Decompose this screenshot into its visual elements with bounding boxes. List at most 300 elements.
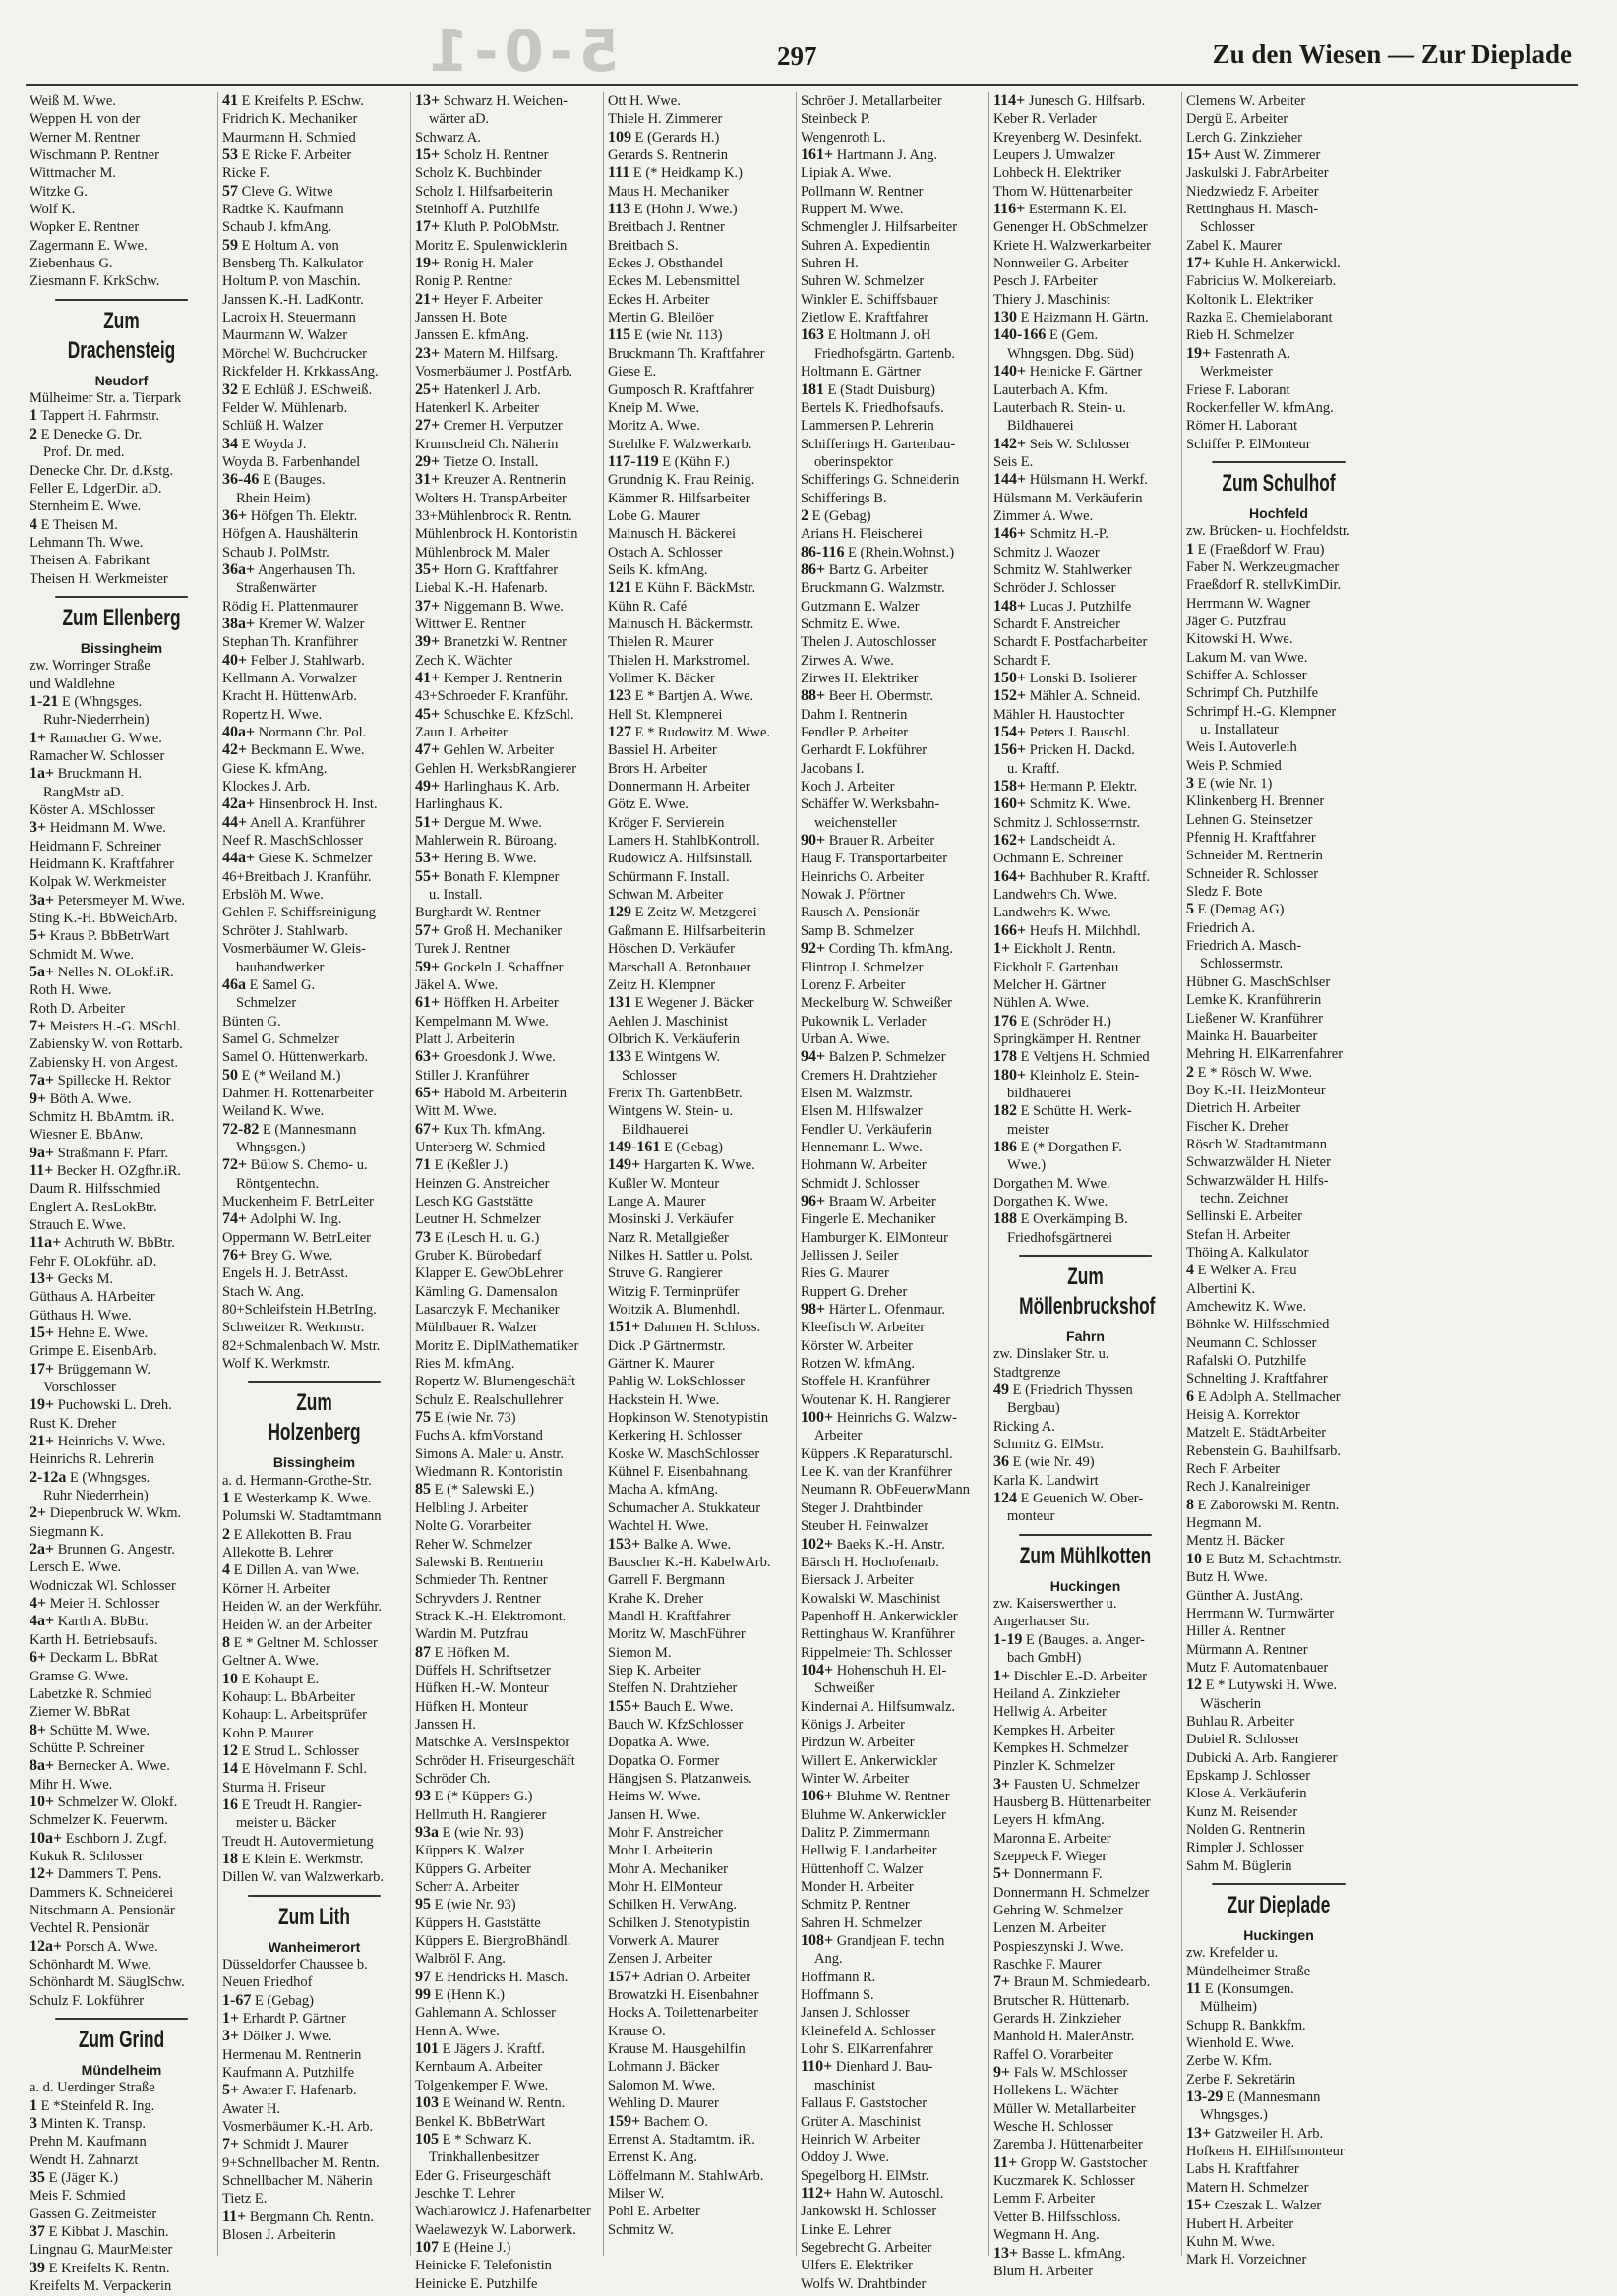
house-number: 36a+ [222,560,256,578]
house-number: 182 [993,1102,1017,1120]
directory-entry: Körner H. Arbeiter [222,1580,330,1597]
directory-entry: 4+ Meier H. Schlosser [30,1595,160,1613]
house-number: 117-119 [608,452,659,470]
house-number: 4a+ [30,1613,55,1630]
house-number: 88+ [801,687,826,705]
directory-entry: Elsen M. Walzmstr. [801,1085,913,1101]
directory-entry: Schmelzer K. Feuerwm. [30,1812,168,1829]
directory-entry: Hübner G. MaschSchlser [1186,973,1331,990]
directory-entry: Matzelt E. StädtArbeiter [1186,1425,1327,1442]
directory-entry: Rödig H. Plattenmaurer [222,598,359,615]
house-number: 150+ [993,670,1027,686]
directory-entry: Razka E. Chemielaborant [1186,310,1333,326]
directory-entry: Rockenfeller W. kfmAng. [1186,399,1334,416]
directory-entry: Schardt F. [993,652,1051,669]
directory-entry: 129 E Zeitz W. Metzgerei [608,904,757,921]
directory-entry: Wardin M. Putzfrau [415,1626,529,1643]
directory-entry: 2 E * Rösch W. Wwe. [1186,1063,1313,1081]
directory-entry: 178 E Veltjens H. Schmied [993,1048,1150,1066]
directory-entry: 96+ Braam W. Arbeiter [801,1192,936,1209]
directory-entry: Jansen H. Wwe. [608,1806,700,1823]
house-number: 130 [993,309,1017,326]
directory-entry: 39+ Branetzki W. Rentner [415,633,567,651]
directory-entry: Niedzwiedz F. Arbeiter [1186,183,1319,200]
directory-entry: Lemke K. Kranführerin [1186,992,1322,1009]
directory-entry: Hausberg B. Hüttenarbeiter [993,1794,1151,1810]
directory-entry: 42+ Beckmann E. Wwe. [222,741,365,759]
directory-entry: 3+ Heidmann M. Wwe. [30,819,166,837]
house-number: 8+ [30,1721,47,1738]
house-number: 176 [993,1012,1017,1030]
directory-entry: Heidmann F. Schreiner [30,838,161,854]
directory-entry: Zerbe W. Kfm. [1186,2053,1272,2070]
directory-entry: 47+ Gehlen W. Arbeiter [415,741,555,759]
directory-entry: 1a+ Bruckmann H. [30,765,143,783]
entry-continuation: maschinist [814,2077,876,2093]
directory-entry: Wolters H. TranspArbeiter [415,490,567,506]
directory-entry: 40+ Felber J. Stahlwarb. [222,651,365,669]
directory-entry: Mohr I. Arbeiterin [608,1843,713,1859]
house-number: 11 [1186,1980,1202,1998]
directory-entry: 71 E (Keßler J.) [415,1156,509,1174]
house-number: 115 [608,326,631,344]
directory-entry: Küppers G. Arbeiter [415,1860,531,1877]
directory-entry: Herrmann W. Wagner [1186,595,1311,612]
directory-entry: Jäger G. Putzfrau [1186,613,1287,629]
house-number: 7+ [30,1018,47,1035]
directory-entry: Hellmuth H. Rangierer [415,1806,547,1823]
directory-entry: Frerix Th. GartenbBetr. [608,1085,743,1101]
directory-entry: 148+ Lucas J. Putzhilfe [993,597,1132,615]
house-number: 151+ [608,1319,641,1336]
directory-entry: Schryvders J. Rentner [415,1590,541,1607]
directory-entry: Fabricius W. Molkereiarb. [1186,273,1337,290]
directory-entry: Schrimpf H.-G. Klempner [1186,703,1337,720]
directory-entry: Steuber H. Feinwalzer [801,1518,929,1535]
directory-entry: 107 E (Heine J.) [415,2238,511,2256]
directory-entry: 67+ Kux Th. kfmAng. [415,1120,546,1138]
district-name: Fahrn [1066,1328,1105,1344]
directory-entry: Lammersen P. Lehrerin [801,418,934,435]
directory-entry: Gramse G. Wwe. [30,1668,129,1684]
directory-entry: a. d. Hermann-Grothe-Str. [222,1472,372,1489]
directory-entry: Ott H. Wwe. [608,93,681,109]
directory-entry: Kohaupt L. Arbeitsprüfer [222,1707,367,1724]
directory-entry: 21+ Heyer F. Arbeiter [415,290,543,308]
directory-entry: Lauterbach A. Kfm. [993,382,1108,398]
house-number: 10+ [30,1793,55,1810]
directory-entry: Radtke K. Kaufmann [222,202,344,218]
directory-entry: Kracht H. HüttenwArb. [222,688,357,705]
directory-entry: Schifferings H. Gartenbau- [801,436,956,452]
directory-entry: Wopker E. Rentner [30,219,140,236]
directory-entry: Ries G. Maurer [801,1266,889,1282]
directory-entry: Pahlig W. LokSchlosser [608,1374,745,1390]
directory-entry: Lipiak A. Wwe. [801,165,892,182]
directory-entry: 156+ Pricken H. Dackd. [993,741,1135,759]
directory-entry: Zaun J. Arbeiter [415,725,508,741]
directory-entry: Theisen H. Werkmeister [30,570,168,587]
directory-entry: Thom W. Hüttenarbeiter [993,183,1133,200]
house-number: 140+ [993,363,1027,381]
directory-entry: Dopatka A. Wwe. [608,1735,710,1751]
house-number: 94+ [801,1048,826,1066]
directory-entry: Schnelting J. Kraftfahrer [1186,1371,1328,1387]
house-number: 4 [1186,1262,1194,1279]
street-heading: Zum Grind [55,2018,188,2055]
directory-entry: Lehnen G. Steinsetzer [1186,811,1313,828]
house-number: 97 [415,1968,431,1985]
directory-entry: Rafalski O. Putzhilfe [1186,1353,1307,1370]
directory-entry: 85 E (* Salewski E.) [415,1481,535,1499]
house-number: 10a+ [30,1829,63,1847]
directory-entry: Holtum P. von Maschin. [222,273,361,290]
house-number: 92+ [801,940,826,958]
directory-entry: Kunz M. Reisender [1186,1803,1298,1820]
directory-entry: Hocks A. Toilettenarbeiter [608,2005,758,2022]
entry-continuation: RangMstr aD. [43,784,125,800]
directory-entry: Janssen E. kfmAng. [415,327,529,344]
directory-entry: Geltner A. Wwe. [222,1653,319,1670]
directory-entry: Kerkering H. Schlosser [608,1428,742,1444]
directory-entry: Meckelburg W. Schweißer [801,995,952,1012]
directory-entry: Ricke F. [222,165,270,182]
directory-entry: Lakum M. van Wwe. [1186,649,1308,666]
directory-entry: Schiffer A. Schlosser [1186,667,1307,683]
directory-entry: Treudt H. Autovermietung [222,1833,374,1850]
directory-entry: 180+ Kleinholz E. Stein- [993,1066,1140,1084]
directory-entry: Samel G. Schmelzer [222,1030,339,1047]
directory-entry: Winter W. Arbeiter [801,1770,910,1787]
directory-entry: zw. Dinslaker Str. u. [993,1346,1109,1363]
house-number: 55+ [415,867,441,885]
directory-entry: Arians H. Fleischerei [801,526,923,543]
directory-entry: Lange A. Maurer [608,1193,706,1209]
directory-entry: Schumacher A. Stukkateur [608,1500,761,1516]
directory-entry: Küppers H. Gaststätte [415,1914,541,1931]
directory-entry: Rausch A. Pensionär [801,905,920,921]
house-number: 6+ [30,1649,47,1667]
directory-entry: Macha A. kfmAng. [608,1482,718,1499]
directory-entry: Schönhardt M. Wwe. [30,1957,151,1972]
directory-entry: Ramacher W. Schlosser [30,747,165,764]
directory-entry: Kempkes H. Schmelzer [993,1739,1129,1756]
directory-entry: Klapper E. GewObLehrer [415,1266,564,1282]
directory-entry: Pollmann W. Rentner [801,183,924,200]
directory-entry: Eckes M. Lebensmittel [608,273,741,290]
directory-entry: Elsen M. Hilfswalzer [801,1103,923,1120]
directory-entry: 5+ Kraus P. BbBetrWart [30,927,170,945]
house-number: 152+ [993,687,1027,705]
directory-entry: Witt M. Wwe. [415,1103,497,1120]
house-number: 12a+ [30,1937,63,1955]
directory-entry: 1+ Eickholt J. Rentn. [993,940,1116,958]
directory-entry: 87 E Höfken M. [415,1643,509,1661]
directory-entry: Kitowski H. Wwe. [1186,631,1293,648]
directory-entry: 97 E Hendricks H. Masch. [415,1968,569,1985]
directory-entry: 2 E Denecke G. Dr. [30,425,143,442]
directory-entry: 13-29 E (Mannesmann [1186,2089,1321,2106]
directory-entry: Bruckmann G. Walzmstr. [801,580,945,597]
house-number: 1 [30,2096,37,2114]
directory-entry: Janssen K.-H. LadKontr. [222,291,364,308]
directory-entry: 130 E Haizmann H. Gärtn. [993,309,1149,326]
house-number: 146+ [993,525,1027,543]
house-number: 166+ [993,921,1027,939]
directory-entry: Hoffmann S. [801,1987,874,2004]
directory-entry: Mainusch H. Bäckerei [608,526,737,543]
directory-entry: 7+ Meisters H.-G. MSchl. [30,1018,181,1035]
directory-entry: Stoffele H. Kranführer [801,1374,930,1390]
directory-entry: Fendler U. Verkäuferin [801,1121,932,1138]
house-number: 13+ [415,92,441,109]
directory-entry: Errenst A. Stadtamtm. iR. [608,2131,755,2148]
house-number: 19+ [415,255,441,272]
directory-entry: Mosinski J. Verkäufer [608,1211,734,1228]
house-number: 7a+ [30,1072,55,1089]
directory-entry: 2-12a E (Whngsges. [30,1468,150,1486]
directory-entry: Lacroix H. Steuermann [222,310,356,326]
directory-entry: 5+ Donnermann F. [993,1865,1103,1883]
directory-entry: Schröer J. Metallarbeiter [801,93,942,109]
directory-entry: 2 E Allekotten B. Frau [222,1525,352,1543]
directory-entry: 15+ Aust W. Zimmerer [1186,147,1321,164]
house-number: 21+ [415,290,441,308]
entry-continuation: Röntgentechn. [236,1175,320,1192]
house-number: 2 [801,506,808,524]
house-number: 180+ [993,1066,1027,1084]
directory-entry: Rust K. Dreher [30,1415,117,1432]
house-number: 11+ [993,2153,1018,2171]
house-number: 181 [801,381,824,398]
house-number: 142+ [993,435,1027,452]
directory-entry: 74+ Adolphi W. Ing. [222,1210,342,1228]
directory-entry: Erbslöh M. Wwe. [222,887,324,904]
directory-entry: Rösch W. Stadtamtmann [1186,1136,1327,1152]
directory-entry: Kämling G. Damensalon [415,1283,558,1300]
directory-entry: Schmengler J. Hilfsarbeiter [801,219,958,236]
entry-continuation: meister [1007,1121,1049,1138]
directory-entry: Clemens W. Arbeiter [1186,93,1306,109]
directory-entry: 3a+ Petersmeyer M. Wwe. [30,891,186,909]
directory-entry: Bärsch H. Hochofenarb. [801,1554,939,1570]
house-number: 102+ [801,1535,834,1553]
directory-entry: Englert A. ResLokBtr. [30,1199,157,1215]
house-number: 85 [415,1481,431,1499]
directory-entry: Mörchel W. Buchdrucker [222,345,367,362]
directory-entry: Heinrich W. Arbeiter [801,2131,921,2148]
street-heading: Zum Schulhof [1212,461,1345,499]
directory-entry: Suhren W. Schmelzer [801,273,925,290]
directory-entry: Weiland K. Wwe. [222,1103,325,1120]
house-number: 4 [30,515,37,533]
directory-entry: Milser W. [608,2185,665,2202]
house-number: 4+ [30,1595,47,1613]
entry-continuation: Whngsgen. Dbg. Süd) [1007,345,1134,362]
directory-entry: Woitzik A. Blumenhdl. [608,1302,741,1319]
directory-entry: Feller E. LdgerDir. aD. [30,480,162,497]
directory-entry: Schaub J. PolMstr. [222,544,329,560]
directory-entry: Heims W. Wwe. [608,1789,701,1805]
directory-entry: 63+ Groesdonk J. Wwe. [415,1048,556,1066]
house-number: 41 [222,92,238,109]
directory-entry: Linke E. Lehrer [801,2221,892,2238]
house-number: 1a+ [30,765,55,783]
directory-entry: Zagermann E. Wwe. [30,237,148,254]
directory-entry: Rebenstein G. Bauhilfsarb. [1186,1442,1342,1459]
house-number: 1 [1186,540,1194,558]
directory-entry: Schröder J. Schlosser [993,580,1116,597]
directory-entry: Wehling D. Maurer [608,2095,719,2112]
house-number: 178 [993,1048,1017,1066]
house-number: 40a+ [222,724,256,741]
directory-entry: Kreyenberg W. Desinfekt. [993,129,1143,146]
house-number: 1 [222,1490,230,1507]
directory-entry: Eickholt F. Gartenbau [993,959,1119,975]
directory-entry: Siegmann K. [30,1523,104,1540]
house-number: 149-161 [608,1138,661,1155]
directory-entry: Harlinghaus K. [415,796,503,813]
directory-entry: Bruckmann Th. Kraftfahrer [608,345,765,362]
directory-entry: Lohr S. ElKarrenfahrer [801,2041,933,2058]
directory-entry: Sledz F. Bote [1186,884,1263,901]
directory-entry: Kaufmann A. Putzhilfe [222,2065,355,2082]
directory-entry: Schmitz J. Schlosserrnstr. [993,814,1141,831]
directory-entry: Narz R. Metallgießer [608,1229,729,1246]
house-number: 51+ [415,813,441,831]
directory-entry: Mandl H. Kraftfahrer [608,1608,731,1624]
directory-entry: Amchewitz K. Wwe. [1186,1299,1307,1315]
directory-entry: Hennemann L. Wwe. [801,1139,923,1155]
directory-entry: 13+ Gatzweiler H. Arb. [1186,2124,1324,2142]
directory-entry: 36+ Höfgen Th. Elektr. [222,506,358,524]
directory-entry: 182 E Schütte H. Werk- [993,1102,1132,1120]
house-number: 72+ [222,1156,248,1174]
directory-entry: 121 E Kühn F. BäckMstr. [608,579,756,597]
directory-entry: Weiß M. Wwe. [30,93,116,109]
directory-entry: Hellwig A. Arbeiter [993,1704,1107,1721]
entry-continuation: Bildhauerei [622,1121,689,1138]
entry-continuation: Vorschlosser [43,1380,116,1395]
entry-continuation: Friedhofsgärtnerei [1007,1229,1113,1246]
house-number: 86-116 [801,543,845,560]
directory-entry: Schröder H. Friseurgeschäft [415,1752,575,1769]
directory-entry: 25+ Hatenkerl J. Arb. [415,381,541,398]
directory-entry: Nowak J. Pförtner [801,887,905,904]
directory-entry: Weis P. Schmied [1186,757,1282,774]
house-number: 105 [415,2130,439,2148]
running-title: Zu den Wiesen — Zur Dieplade [1212,39,1572,69]
house-number: 36 [993,1453,1009,1471]
house-number: 21+ [30,1433,55,1450]
directory-entry: Schmitz G. ElMstr. [993,1437,1104,1453]
directory-entry: 36-46 E (Bauges. [222,471,326,489]
directory-entry: Salomon M. Wwe. [608,2077,716,2093]
entry-continuation: oberinspektor [814,453,893,470]
house-number: 1+ [222,2010,240,2028]
directory-entry: Schröder Ch. [415,1770,491,1787]
house-number: 12 [1186,1677,1202,1694]
directory-entry: Breitbach S. [608,237,679,254]
directory-entry: Schmitz J. Waozer [993,544,1100,560]
directory-entry: Schmitz W. [608,2221,674,2238]
entry-continuation: Whngsges.) [1200,2107,1268,2124]
directory-entry: zw. Krefelder u. [1186,1945,1279,1962]
directory-entry: Fendler P. Arbeiter [801,725,909,741]
directory-entry: 154+ Peters J. Bauschl. [993,724,1131,741]
directory-entry: 93 E (* Küppers G.) [415,1788,533,1805]
directory-entry: 1+ Ramacher G. Wwe. [30,729,162,746]
directory-entry: 15+ Czeszak L. Walzer [1186,2197,1322,2214]
directory-entry: Hohmann W. Arbeiter [801,1157,927,1174]
house-number: 73 [415,1228,431,1246]
directory-entry: Hüfken H. Monteur [415,1698,528,1715]
directory-entry: Kolpak W. Werkmeister [30,874,167,891]
directory-entry: Woyda B. Farbenhandel [222,453,361,470]
directory-entry: Engels H. J. BetrAsst. [222,1266,349,1282]
directory-entry: Pospieszynski J. Wwe. [993,1938,1124,1955]
directory-entry: Witzig F. Terminprüfer [608,1283,740,1300]
directory-entry: 164+ Bachhuber R. Kraftf. [993,867,1151,885]
directory-entry: Koch J. Arbeiter [801,779,895,795]
directory-entry: Kuczmarek K. Schlosser [993,2173,1135,2190]
directory-entry: Ropertz H. Wwe. [222,706,323,723]
directory-entry: Blosen J. Arbeiterin [222,2227,336,2244]
directory-entry: Eckes J. Obsthandel [608,256,724,272]
directory-entry: Cremers H. Drahtzieher [801,1067,937,1084]
directory-entry: Heisig A. Korrektor [1186,1407,1300,1424]
directory-entry: Scherr A. Arbeiter [415,1879,519,1896]
directory-entry: 7+ Schmidt J. Maurer [222,2136,349,2153]
directory-entry: Schulz E. Realschullehrer [415,1391,564,1408]
directory-entry: Hatenkerl K. Arbeiter [415,399,540,416]
directory-entry: Roth H. Wwe. [30,982,112,999]
directory-entry: Kleefisch W. Arbeiter [801,1320,926,1336]
directory-entry: Ziesmann F. KrkSchw. [30,273,160,290]
directory-entry: Krause O. [608,2023,666,2039]
directory-entry: Zerbe F. Sekretärin [1186,2071,1296,2088]
house-number: 16 [222,1796,238,1813]
directory-entry: 36a+ Angerhausen Th. [222,560,356,578]
directory-entry: Pesch J. FArbeiter [993,273,1098,290]
directory-entry: Zirwes H. Elektriker [801,671,919,686]
directory-entry: 152+ Mähler A. Schneid. [993,687,1141,705]
directory-entry: Wintgens W. Stein- u. [608,1103,734,1120]
directory-entry: Weis I. Autoverleih [1186,739,1297,756]
directory-entry: Prehn M. Kaufmann [30,2134,147,2150]
directory-entry: Neef R. MaschSchlosser [222,833,363,850]
house-number: 109 [608,128,631,146]
directory-entry: Siemon M. [608,1644,672,1661]
house-number: 123 [608,687,631,705]
directory-entry: Krause M. Hausgehilfin [608,2041,746,2058]
directory-entry: Kohn P. Maurer [222,1725,314,1741]
directory-entry: Bassiel H. Arbeiter [608,742,717,759]
directory-entry: 158+ Hermann P. Elektr. [993,778,1138,795]
directory-entry: Fischer K. Dreher [1186,1118,1289,1135]
directory-entry: 44+ Anell A. Kranführer [222,813,366,831]
house-number: 17+ [30,1360,55,1378]
house-number: 61+ [415,994,441,1012]
entry-continuation: Schlosser [622,1067,677,1084]
directory-entry: Benkel K. BbBetrWart [415,2113,546,2130]
directory-entry: Mertin G. Bleilöer [608,310,714,326]
directory-entry: Jansen J. Schlosser [801,2005,910,2022]
directory-entry: 186 E (* Dorgathen F. [993,1138,1122,1155]
directory-entry: Schiffer P. ElMonteur [1186,436,1311,452]
directory-entry: Kohaupt L. BbArbeiter [222,1688,355,1705]
entry-continuation: Whngsgen.) [236,1139,306,1155]
